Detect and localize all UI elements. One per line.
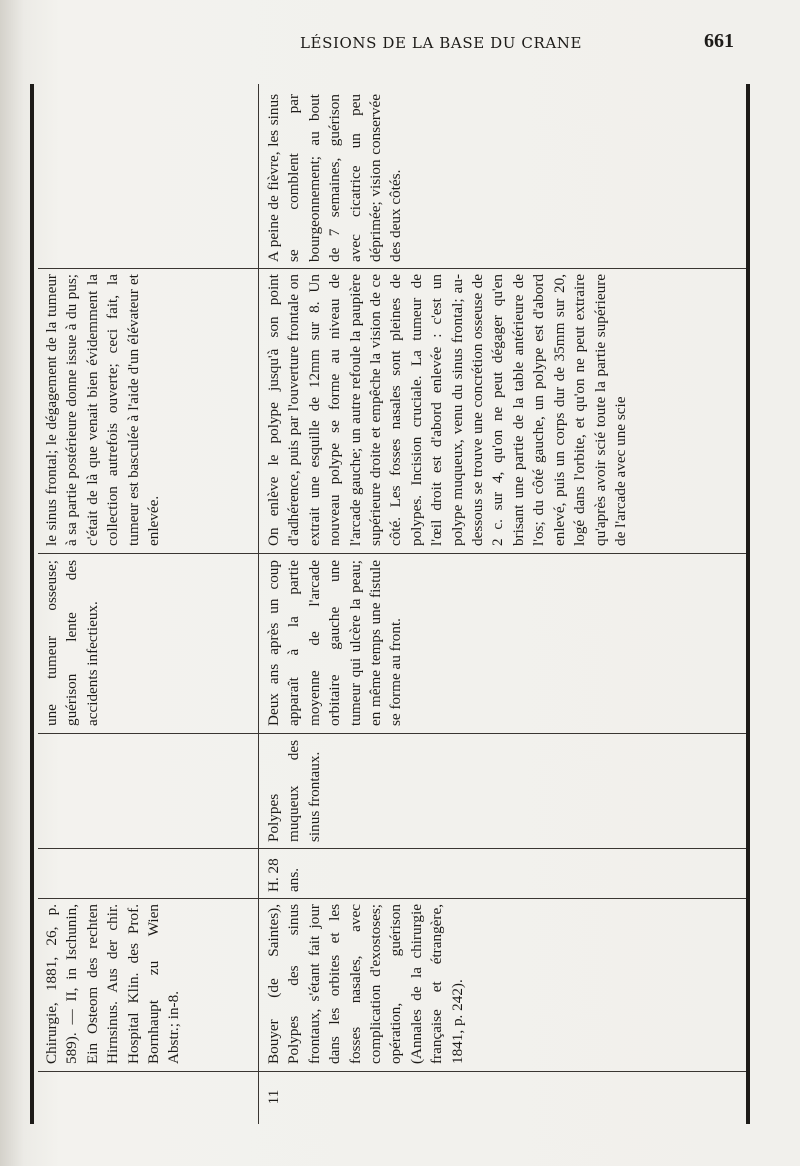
continued-treatment-cell: le sinus frontal; le dégagement de la tumeur à sa partie postérieure donne issue à du pus; c'était de là que venait bien évidemment la collection autrefois ouverte; ceci fait, la tumeur est basculée à l'aide d'un élévateur et enlevée. [43, 274, 163, 546]
case-nature-cell: Polypes muqueux des sinus frontaux. [265, 740, 323, 842]
continued-history-cell: une tumeur osseuse; guérison lente des accidents infectieux. [43, 560, 101, 726]
row-divider [258, 84, 259, 1124]
page-number: 661 [704, 30, 734, 52]
running-head: LÉSIONS DE LA BASE DU CRANE [300, 34, 583, 52]
column-divider [38, 553, 746, 554]
column-divider [38, 733, 746, 734]
case-result-cell: A peine de fièvre, les sinus se comblent par bourgeonnement; au bout de 7 semaines, guérison avec cicatrice un peu déprimée; vision conservée des deux côtés. [265, 94, 405, 262]
case-number: 11 [265, 1089, 282, 1105]
column-divider [38, 898, 746, 899]
column-divider [38, 848, 746, 849]
case-table [30, 84, 750, 1124]
case-table-rotated [30, 84, 750, 1124]
case-sex-age-cell: H. 28 ans. [265, 858, 303, 892]
case-reference-cell: Bouyer (de Saintes), Polypes des sinus frontaux, s'étant fait jour dans les orbites et les fosses nasales, avec complication d'exostoses; opération, guérison (Annales de la chirurgie française et étrangère, 1841, p. 242). [265, 904, 466, 1064]
continued-reference-cell: Chirurgie, 1881, 26, p. 589). — II, in Ischunin, Ein Osteom des rechten Hirnsinus. Aus der chir. Hospital Klin. des Prof. Bornhaupt zu Wien Abstr.; in-8. [43, 904, 183, 1064]
table-bottom-rule [746, 84, 750, 1124]
table-top-rule [30, 84, 34, 1124]
column-divider [38, 268, 746, 269]
case-treatment-cell: On enlève le polype jusqu'à son point d'adhérence, puis par l'ouverture frontale on extrait une esquille de 12mm sur 8. Un nouveau polype se forme au niveau de l'arcade gauche; un autre refoule la paupière supérieure droite et empêche la vision de ce côté. Les fosses nasales sont pleines de polypes. Incision cruciale. La tumeur de l'œil droit est d'abord enlevée : c'est un polype muqueux, venu du sinus frontal; au-dessous se trouve une concrétion osseuse de 2 c. sur 4, qu'on ne peut dégager qu'en brisant une partie de la table antérieure de l'os; du côté gauche, un polype est d'abord enlevé, puis un corps dur de 35mm sur 20, logé dans l'orbite, et qu'on ne peut extraire qu'après avoir scié toute la partie supérieure de l'arcade avec une scie [265, 274, 629, 546]
column-divider [38, 1071, 746, 1072]
case-history-cell: Deux ans après un coup apparaît à la partie moyenne de l'arcade orbitaire gauche une tumeur qui ulcère la peau; en même temps une fistule se forme au front. [265, 560, 405, 726]
